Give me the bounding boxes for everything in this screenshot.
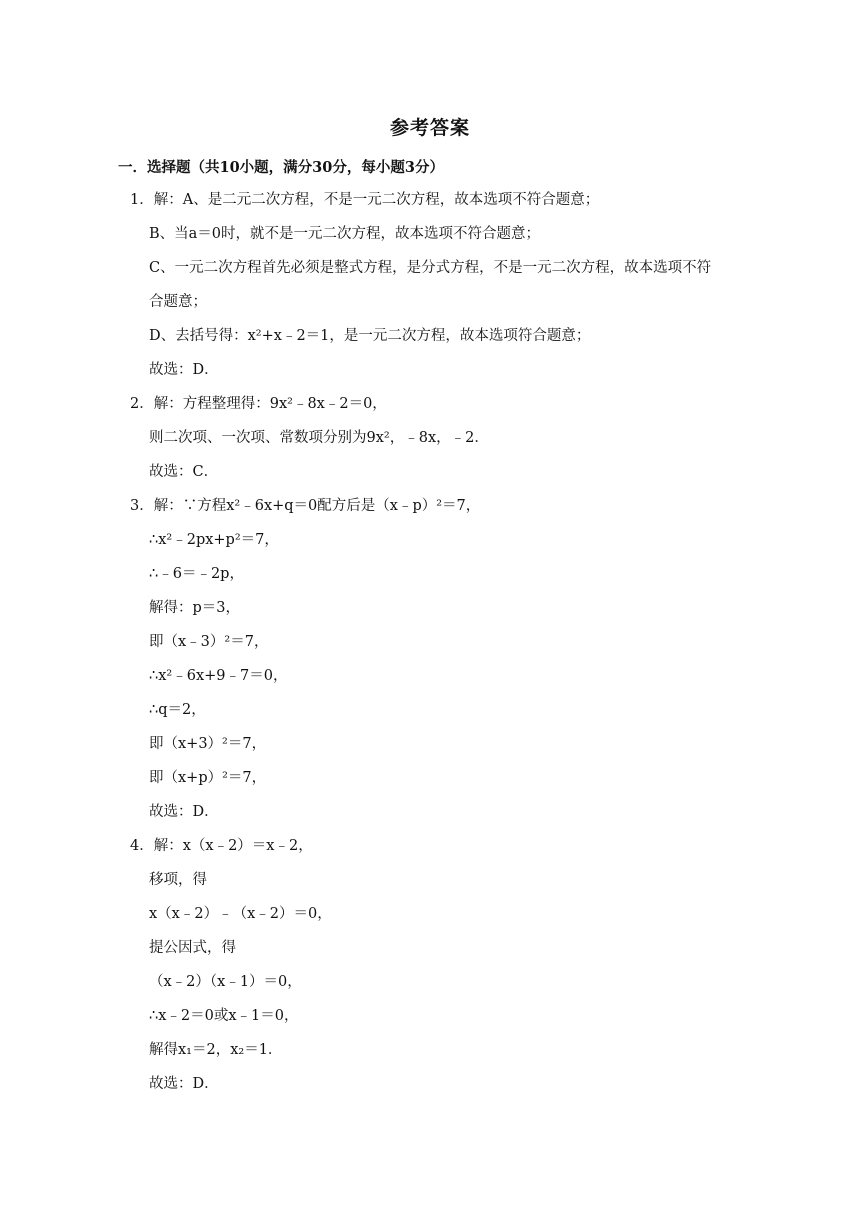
answer-line: 故选：C． <box>149 464 219 480</box>
answer-line: 2．解：方程整理得：9x²﹣8x﹣2＝0， <box>130 396 387 412</box>
answer-line: 解得x₁＝2，x₂＝1． <box>149 1042 283 1058</box>
answer-line: 故选：D． <box>149 804 219 820</box>
answer-line: 则二次项、一次项、常数项分别为9x²，﹣8x，﹣2． <box>149 430 489 446</box>
answer-line: B、当a＝0时，就不是一元二次方程，故本选项不符合题意； <box>149 226 541 242</box>
answer-line: 3．解：∵方程x²﹣6x+q＝0配方后是（x﹣p）²＝7， <box>130 498 481 514</box>
answer-line: 4．解：x（x﹣2）＝x﹣2， <box>130 838 313 854</box>
answer-line: 故选：D． <box>149 1076 219 1092</box>
answer-line: ∴x﹣2＝0或x﹣1＝0， <box>149 1008 299 1024</box>
answer-line: 即（x﹣3）²＝7， <box>149 634 269 650</box>
answer-line: 合题意； <box>149 294 207 310</box>
section-heading: 一．选择题（共10小题，满分30分，每小题3分） <box>118 159 444 176</box>
answer-line: 移项，得 <box>149 872 207 888</box>
answer-line: 故选：D． <box>149 362 219 378</box>
answer-line: 提公因式，得 <box>149 940 236 956</box>
answer-line: 即（x+3）²＝7， <box>149 736 267 752</box>
page-title: 参考答案 <box>389 117 470 139</box>
answer-line: ∴x²﹣2px+p²＝7， <box>149 532 279 548</box>
answer-line: C、一元二次方程首先必须是整式方程，是分式方程，不是一元二次方程，故本选项不符 <box>149 260 712 276</box>
answer-line: ∴x²﹣6x+9﹣7＝0， <box>149 668 288 684</box>
answer-line: D、去括号得：x²+x﹣2＝1，是一元二次方程，故本选项符合题意； <box>149 328 591 344</box>
answer-line: 1．解：A、是二元二次方程，不是一元二次方程，故本选项不符合题意； <box>130 192 600 208</box>
answer-line: 解得：p＝3， <box>149 600 241 616</box>
answer-line: （x﹣2）（x﹣1）＝0， <box>149 974 302 990</box>
answer-line: ∴q＝2， <box>149 702 206 718</box>
answer-line: 即（x+p）²＝7， <box>149 770 267 786</box>
answer-line: ∴﹣6＝﹣2p， <box>149 566 244 582</box>
answer-line: x（x﹣2）﹣（x﹣2）＝0， <box>149 906 332 922</box>
